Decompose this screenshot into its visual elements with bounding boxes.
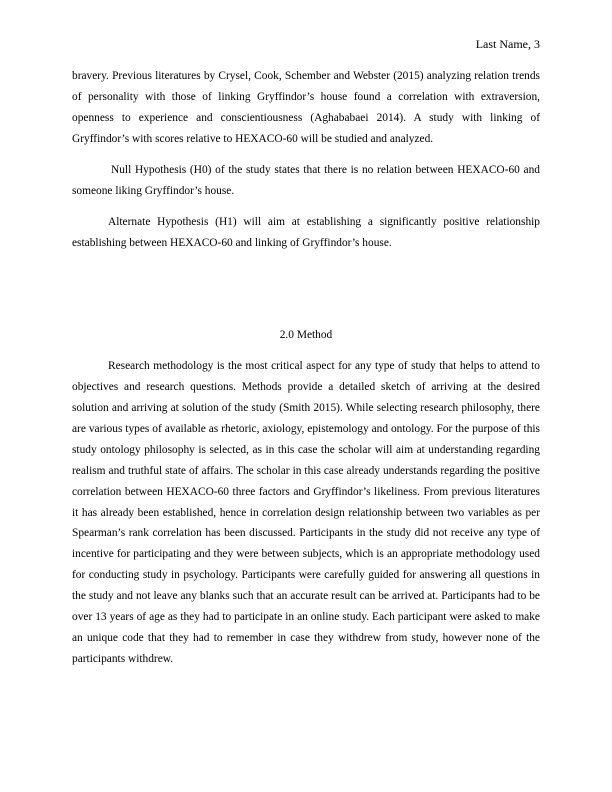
running-head: Last Name, 3 bbox=[475, 37, 540, 51]
document-body bbox=[72, 66, 540, 670]
paragraph-method: Research methodology is the most critical aspect for any type of study that helps to attend to objectives and research questions. Methods provide a detailed sketch of arriving at the desired solution and arriving at solution of the study (Smith 2015). While selecting research philosophy, there are various types of available as rhetoric, axiology, epistemology and ontology. For the purpose of this study ontology philosophy is selected, as in this case the scholar will aim at understanding regarding realism and truthful state of affairs. The scholar in this case already understands regarding the positive correlation between HEXACO-60 three factors and Gryffindor’s likeliness. From previous literatures it has already been established, hence in correlation design relationship between two variables as per Spearman’s rank correlation has been discussed. Participants in the study did not receive any type of incentive for participating and they were between subjects, which is an appropriate methodology used for conducting study in psychology. Participants were carefully guided for answering all questions in the study and not leave any blanks such that an accurate result can be arrived at. Participants had to be over 13 years of age as they had to participate in an online study. Each participant were asked to make an unique code that they had to remember in case they withdrew from study, however none of the participants withdrew. bbox=[72, 360, 540, 665]
paragraph-bravery: bravery. Previous literatures by Crysel, Cook, Schember and Webster (2015) analyzing relation trends of personality with those of linking Gryffindor’s house found a correlation with extraversion, openness to experience and conscientiousness (Aghababaei 2014). A study with linking of Gryffindor’s with scores relative to HEXACO-60 will be studied and analyzed. bbox=[72, 70, 540, 145]
paragraph-null-hypothesis: Null Hypothesis (H0) of the study states that there is no relation between HEXACO-60 and someone liking Gryffindor’s house. bbox=[72, 164, 540, 198]
paragraph-alternate-hypothesis: Alternate Hypothesis (H1) will aim at establishing a significantly positive relationship establishing between HEXACO-60 and linking of Gryffindor’s house. bbox=[72, 216, 540, 250]
section-heading-method: 2.0 Method bbox=[279, 329, 333, 342]
